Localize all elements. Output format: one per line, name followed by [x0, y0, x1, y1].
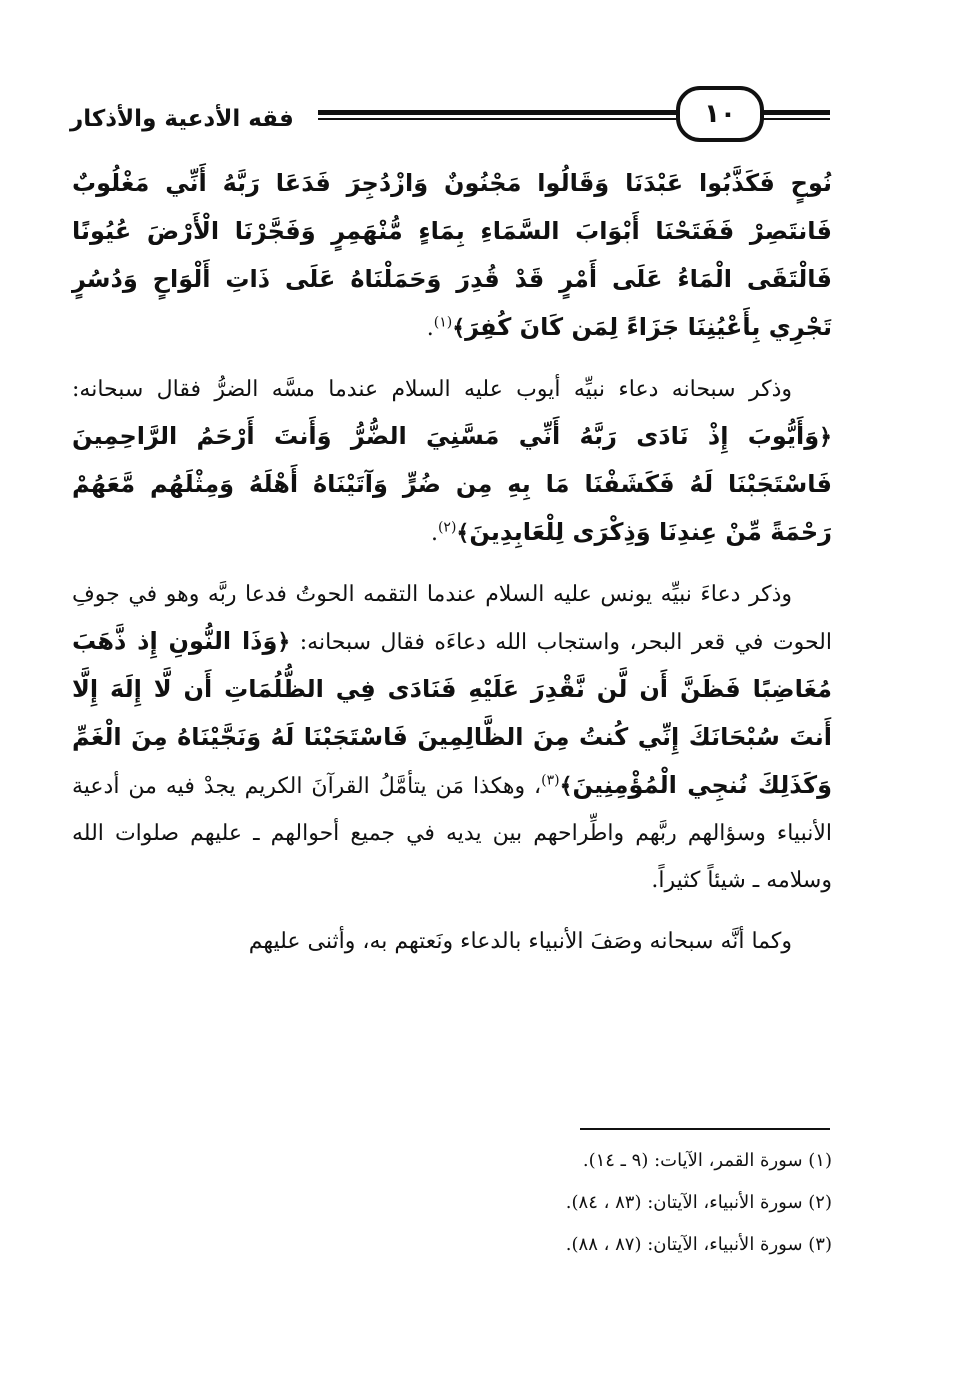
quran-verse: وَأَيُّوبَ إِذْ نَادَى رَبَّهُ أَنِّي مَسَّنِيَ الضُّرُّ وَأَنتَ أَرْحَمُ الرَّاحِمِينَ فَاسْتَجَبْنَا لَهُ فَكَشَفْنَا مَا بِهِ مِن ضُرٍّ وَآتَيْنَاهُ أَهْلَهُ وَمِثْلَهُم مَّعَهُمْ رَحْمَةً مِّنْ عِندِنَا وَذِكْرَى لِلْعَابِدِينَ: [72, 422, 832, 546]
quran-verse: نُوحٍ فَكَذَّبُوا عَبْدَنَا وَقَالُوا مَجْنُونٌ وَازْدُجِرَ فَدَعَا رَبَّهُ أَنِّي مَغْلُوبٌ فَانتَصِرْ فَفَتَحْنَا أَبْوَابَ السَّمَاءِ بِمَاءٍ مُّنْهَمِرٍ وَفَجَّرْنَا الْأَرْضَ عُيُونًا فَالْتَقَى الْمَاءُ عَلَى أَمْرٍ قَدْ قُدِرَ وَحَمَلْنَاهُ عَلَى ذَاتِ أَلْوَاحٍ وَدُسُرٍ تَجْرِي بِأَعْيُنِنَا جَزَاءً لِمَن كَانَ كُفِرَ: [72, 169, 832, 341]
paragraph-end: .: [426, 316, 434, 341]
opening-bracket: ﴿: [819, 424, 832, 450]
paragraph-text: وذكر سبحانه دعاء نبيِّه أيوب عليه السلام عندما مسَّه الضرُّ فقال سبحانه:: [72, 377, 792, 402]
footnote-1: (١) سورة القمر، الآيات: (٩ ـ ١٤).: [582, 1150, 832, 1171]
main-text: [72, 160, 832, 979]
quran-verse: وَذَا النُّونِ إِذ ذَّهَبَ مُغَاضِبًا فَظَنَّ أَن لَّن نَّقْدِرَ عَلَيْهِ فَنَادَى فِي الظُّلُمَاتِ أَن لَّا إِلَهَ إِلَّا أَنتَ سُبْحَانَكَ إِنِّي كُنتُ مِنَ الظَّالِمِينَ فَاسْتَجَبْنَا لَهُ وَنَجَّيْنَاهُ مِنَ الْغَمِّ وَكَذَلِكَ نُنجِي الْمُؤْمِنِينَ: [72, 627, 833, 799]
footnote-3: (٣) سورة الأنبياء، الآيتان: (٨٧ ، ٨٨).: [565, 1234, 832, 1255]
closing-bracket: ﴾: [559, 773, 573, 799]
paragraph-text: وذكر دعاءَ نبيِّه يونس عليه السلام عندما التقمه الحوتُ فدعا ربَّه وهو في جوفِ الحوت في قعر البحر، واستجاب الله دعاءَه فقال سبحانه:: [72, 582, 832, 655]
paragraph-text: وكما أنَّه سبحانه وصَفَ الأنبياء بالدعاء ونَعتهم به، وأثنى عليهم: [248, 929, 792, 954]
paragraph-2: [72, 366, 832, 557]
header-rule-end: [758, 110, 830, 122]
footnote-ref: (٢): [437, 519, 457, 536]
paragraph-end: .: [430, 521, 438, 546]
page-number-frame: [676, 86, 764, 142]
opening-bracket: ﴿: [277, 629, 291, 655]
closing-bracket: ﴾: [452, 315, 466, 341]
paragraph-1: [72, 160, 832, 352]
running-title: فقه الأدعية والأذكار: [70, 106, 294, 132]
footnotes: [72, 1150, 832, 1276]
footnote-separator: [580, 1128, 830, 1130]
footnote-ref: (١): [433, 314, 453, 331]
page-number: ١٠: [704, 99, 736, 129]
closing-bracket: ﴾: [456, 520, 470, 546]
paragraph-4: [72, 918, 832, 965]
page-header: [70, 82, 830, 152]
footnote-ref: (٣): [541, 772, 560, 789]
paragraph-3: [72, 571, 832, 904]
paragraph-tail: ، وهكذا مَن يتأمَّلُ القرآنَ الكريم يجدْ فيه من أدعية الأنبياء وسؤالهم ربَّهم واطِّراحهم بين يديه في جميع أحوالهم ـ عليهم صلوات الله وسلامه ـ شيئاً كثيراً.: [72, 774, 832, 893]
footnote-2: (٢) سورة الأنبياء، الآيتان: (٨٣ ، ٨٤).: [565, 1192, 832, 1213]
